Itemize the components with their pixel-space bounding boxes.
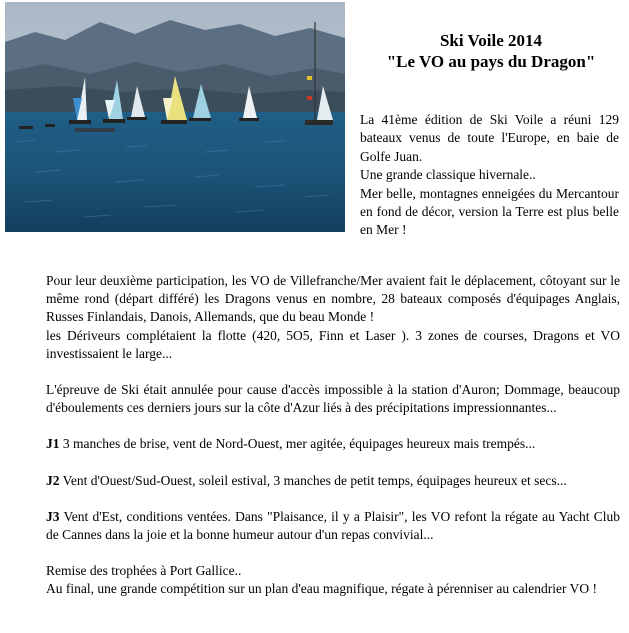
intro-paragraph-2: Une grande classique hivernale.. <box>360 167 536 183</box>
article-body <box>46 272 620 599</box>
closing-paragraph-1: Remise des trophées à Port Gallice.. <box>46 563 242 579</box>
intro-paragraph-3: Mer belle, montagnes enneigées du Mercantour en fond de décor, version la Terre est plus belle en Mer ! <box>360 185 619 238</box>
regatta-photo <box>5 2 345 232</box>
day-2-text: Vent d'Ouest/Sud-Ouest, soleil estival, 3 manches de petit temps, équipages heureux et secs... <box>59 472 567 488</box>
day-2-paragraph <box>46 472 620 490</box>
title-line-1: Ski Voile 2014 <box>439 31 543 50</box>
day-2-label: J2 <box>46 472 60 488</box>
body-paragraph-2: les Dériveurs complétaient la flotte (420, 5O5, Finn et Laser ). 3 zones de courses, Dragons et VO investissaient le large... <box>46 327 620 361</box>
day-3-paragraph <box>46 508 620 544</box>
day-1-paragraph <box>46 435 620 453</box>
article-title <box>360 30 622 72</box>
day-1-text: 3 manches de brise, vent de Nord-Ouest, mer agitée, équipages heureux mais trempés... <box>59 436 536 452</box>
body-paragraph-1: Pour leur deuxième participation, les VO de Villefranche/Mer avaient fait le déplacement, côtoyant sur le même rond (départ différé) les Dragons venus en nombre, 28 bateaux composés d'équipages Anglais, Russes Finlandais, Danois, Allemands, que du beau Monde ! <box>46 273 620 325</box>
closing-paragraph-2: Au final, une grande compétition sur un plan d'eau magnifique, régate à pérenniser au calendrier VO ! <box>46 581 597 597</box>
intro-text <box>360 111 619 240</box>
day-3-text: Vent d'Est, conditions ventées. Dans "Plaisance, il y a Plaisir", les VO refont la régate au Yacht Club de Cannes dans la joie et la bonne humeur autour d'un repas convivial... <box>46 508 620 543</box>
sailboats-illustration <box>5 2 345 232</box>
title-line-2: "Le VO au pays du Dragon" <box>386 52 596 71</box>
day-3-label: J3 <box>46 508 60 524</box>
body-paragraph-3: L'épreuve de Ski était annulée pour cause d'accès impossible à la station d'Auron; Dommage, beaucoup d'éboulements ces derniers jours sur la côte d'Azur liés à des précipitations impressionnantes... <box>46 382 620 416</box>
day-1-label: J1 <box>46 436 60 452</box>
intro-paragraph-1: La 41ème édition de Ski Voile a réuni 129 bateaux venus de toute l'Europe, en baie de Golfe Juan. <box>360 112 619 164</box>
